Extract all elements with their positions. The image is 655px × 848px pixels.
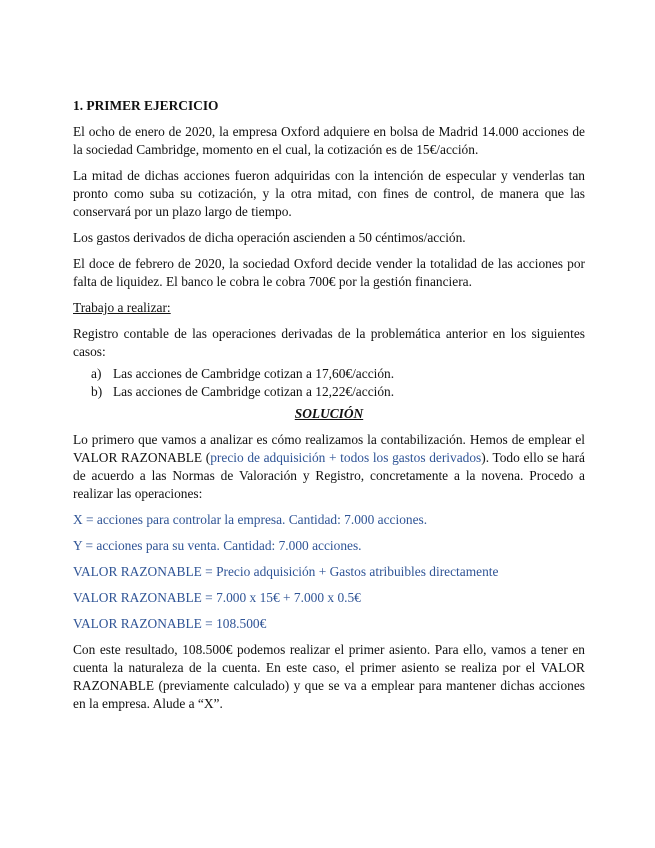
equation-fair-value-calc: VALOR RAZONABLE = 7.000 x 15€ + 7.000 x 0.5€	[73, 590, 361, 605]
section-heading: 1. PRIMER EJERCICIO	[73, 98, 219, 113]
paragraph-expenses: Los gastos derivados de dicha operación ascienden a 50 céntimos/acción.	[73, 230, 466, 245]
equation-x: X = acciones para controlar la empresa. Cantidad: 7.000 acciones.	[73, 512, 428, 527]
intro-text-a: Lo primero que vamos a analizar es cómo realizamos la contabilización. Hemos de emplear el VALOR RAZONABLE (	[73, 432, 585, 465]
intro-highlight: precio de adquisición + todos los gastos derivados	[210, 450, 482, 465]
solution-title: SOLUCIÓN	[294, 406, 364, 421]
solution-intro	[73, 431, 585, 503]
paragraph-sale: El doce de febrero de 2020, la sociedad Oxford decide vender la totalidad de las acciones por falta de liquidez. El banco le cobra le cobra 700€ por la gestión financiera.	[73, 256, 585, 289]
equation-y: Y = acciones para su venta. Cantidad: 7.000 acciones.	[73, 538, 362, 553]
paragraph-task: Registro contable de las operaciones derivadas de la problemática anterior en los siguientes casos:	[73, 326, 585, 359]
equation-fair-value-result: VALOR RAZONABLE = 108.500€	[73, 616, 267, 631]
task-label: Trabajo a realizar:	[73, 300, 171, 315]
list-item	[73, 383, 585, 401]
equation-fair-value-def: VALOR RAZONABLE = Precio adquisición + Gastos atribuibles directamente	[73, 564, 499, 579]
paragraph-purchase: El ocho de enero de 2020, la empresa Oxford adquiere en bolsa de Madrid 14.000 acciones de la sociedad Cambridge, momento en el cual, la cotización es de 15€/acción.	[73, 124, 585, 157]
list-marker: b)	[91, 384, 103, 399]
cases-list	[73, 365, 585, 401]
list-text: Las acciones de Cambridge cotizan a 12,22€/acción.	[113, 384, 395, 399]
intro-text-b: ). Todo ello se hará de acuerdo a las Normas de Valoración y Registro, concretamente a la novena. Procedo a realizar las operaciones:	[73, 450, 585, 501]
list-text: Las acciones de Cambridge cotizan a 17,60€/acción.	[113, 366, 395, 381]
list-item	[73, 365, 585, 383]
solution-closing: Con este resultado, 108.500€ podemos realizar el primer asiento. Para ello, vamos a tener en cuenta la naturaleza de la cuenta. En este caso, el primer asiento se realiza por el VALOR RAZONABLE (previamente calculado) y que se va a emplear para mantener dichas acciones en la empresa. Alude a “X”.	[73, 642, 585, 711]
paragraph-intent: La mitad de dichas acciones fueron adquiridas con la intención de especular y venderlas tan pronto como suba su cotización, y la otra mitad, con fines de control, de manera que las conservará por un plazo largo de tiempo.	[73, 168, 585, 219]
document-body	[73, 97, 585, 721]
list-marker: a)	[91, 366, 102, 381]
